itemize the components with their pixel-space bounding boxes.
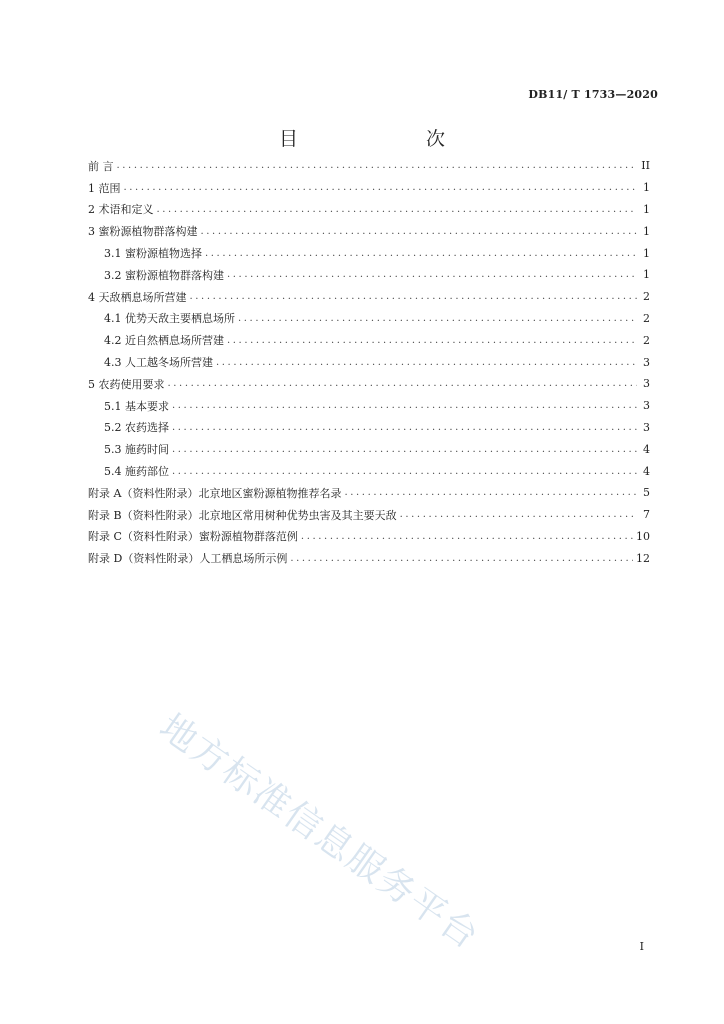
toc-leader-dots: [400, 509, 637, 520]
toc-entry-label: 5.2 农药选择: [104, 421, 169, 435]
toc-leader-dots: [227, 269, 637, 280]
toc-entry-label: 附录 C（资料性附录）蜜粉源植物群落范例: [88, 530, 298, 544]
toc-entry[interactable]: [88, 155, 650, 177]
toc-entry[interactable]: [88, 264, 650, 286]
toc-entry-page: 2: [643, 333, 650, 347]
toc-entry-label: 5.4 施药部位: [104, 465, 169, 479]
toc-entry-label: 4.1 优势天敌主要栖息场所: [104, 312, 235, 326]
toc-entry-label: 附录 A（资料性附录）北京地区蜜粉源植物推荐名录: [88, 486, 342, 500]
toc-leader-dots: [301, 531, 633, 542]
toc-entry-label: 5 农药使用要求: [88, 377, 165, 391]
toc-entry[interactable]: [88, 547, 650, 569]
toc-entry[interactable]: [88, 351, 650, 373]
toc-entry-page: 2: [643, 311, 650, 325]
toc-leader-dots: [290, 553, 633, 564]
toc-leader-dots: [157, 204, 638, 215]
toc-entry[interactable]: [88, 308, 650, 330]
toc-entry[interactable]: [88, 438, 650, 460]
toc-leader-dots: [238, 313, 637, 324]
toc-leader-dots: [205, 248, 637, 259]
toc-leader-dots: [344, 487, 637, 498]
toc-entry-page: 7: [643, 508, 650, 522]
toc-entry-label: 2 术语和定义: [88, 203, 154, 217]
toc-entry-page: 1: [643, 181, 650, 195]
toc-entry-label: 4.3 人工越冬场所营建: [104, 356, 213, 370]
page-number: I: [639, 940, 644, 953]
toc-leader-dots: [172, 400, 637, 411]
toc-entry-label: 4.2 近自然栖息场所营建: [104, 334, 224, 348]
toc-leader-dots: [172, 466, 637, 477]
toc-entry-page: 1: [643, 224, 650, 238]
toc-entry-page: II: [641, 159, 650, 173]
toc-entry-page: 3: [643, 399, 650, 413]
toc-entry[interactable]: [88, 395, 650, 417]
watermark: 地方标准信息服务平台: [151, 706, 487, 959]
toc-leader-dots: [168, 378, 638, 389]
toc-entry-page: 2: [643, 290, 650, 304]
toc-leader-dots: [227, 335, 637, 346]
toc-entry-label: 5.3 施药时间: [104, 443, 169, 457]
toc-entry-page: 1: [643, 202, 650, 216]
toc-entry[interactable]: [88, 329, 650, 351]
toc-entry-label: 前 言: [88, 159, 114, 173]
toc-entry[interactable]: [88, 460, 650, 482]
toc-entry[interactable]: [88, 242, 650, 264]
toc-entry-page: 5: [643, 486, 650, 500]
toc-entry-label: 附录 B（资料性附录）北京地区常用树种优势虫害及其主要天敌: [88, 508, 397, 522]
toc-leader-dots: [124, 182, 638, 193]
toc-leader-dots: [190, 291, 638, 302]
toc-entry-label: 4 天敌栖息场所营建: [88, 290, 187, 304]
toc-entry[interactable]: [88, 526, 650, 548]
toc-entry[interactable]: [88, 504, 650, 526]
toc-entry-page: 3: [643, 355, 650, 369]
toc-entry[interactable]: [88, 199, 650, 221]
page-title: 目 次: [278, 128, 475, 150]
toc-entry-page: 3: [643, 420, 650, 434]
toc-entry-label: 3.1 蜜粉源植物选择: [104, 247, 202, 261]
toc-entry-label: 3.2 蜜粉源植物群落构建: [104, 268, 224, 282]
toc-leader-dots: [216, 357, 637, 368]
toc-entry-page: 1: [643, 268, 650, 282]
toc-entry[interactable]: [88, 177, 650, 199]
toc-entry-page: 10: [636, 529, 650, 543]
toc-leader-dots: [172, 422, 637, 433]
toc-entry[interactable]: [88, 482, 650, 504]
toc-leader-dots: [117, 160, 638, 171]
toc-entry-label: 附录 D（资料性附录）人工栖息场所示例: [88, 552, 288, 566]
table-of-contents: [88, 155, 650, 569]
toc-entry-label: 1 范围: [88, 181, 121, 195]
standard-code: DB11/ T 1733—2020: [528, 88, 658, 101]
toc-entry-page: 3: [643, 377, 650, 391]
toc-entry[interactable]: [88, 286, 650, 308]
toc-leader-dots: [172, 444, 637, 455]
toc-entry-page: 1: [643, 246, 650, 260]
toc-entry-label: 3 蜜粉源植物群落构建: [88, 225, 198, 239]
toc-entry[interactable]: [88, 373, 650, 395]
toc-leader-dots: [201, 226, 638, 237]
toc-entry-label: 5.1 基本要求: [104, 399, 169, 413]
toc-entry-page: 12: [636, 551, 650, 565]
toc-entry[interactable]: [88, 220, 650, 242]
toc-entry[interactable]: [88, 417, 650, 439]
toc-entry-page: 4: [643, 464, 650, 478]
toc-entry-page: 4: [643, 442, 650, 456]
